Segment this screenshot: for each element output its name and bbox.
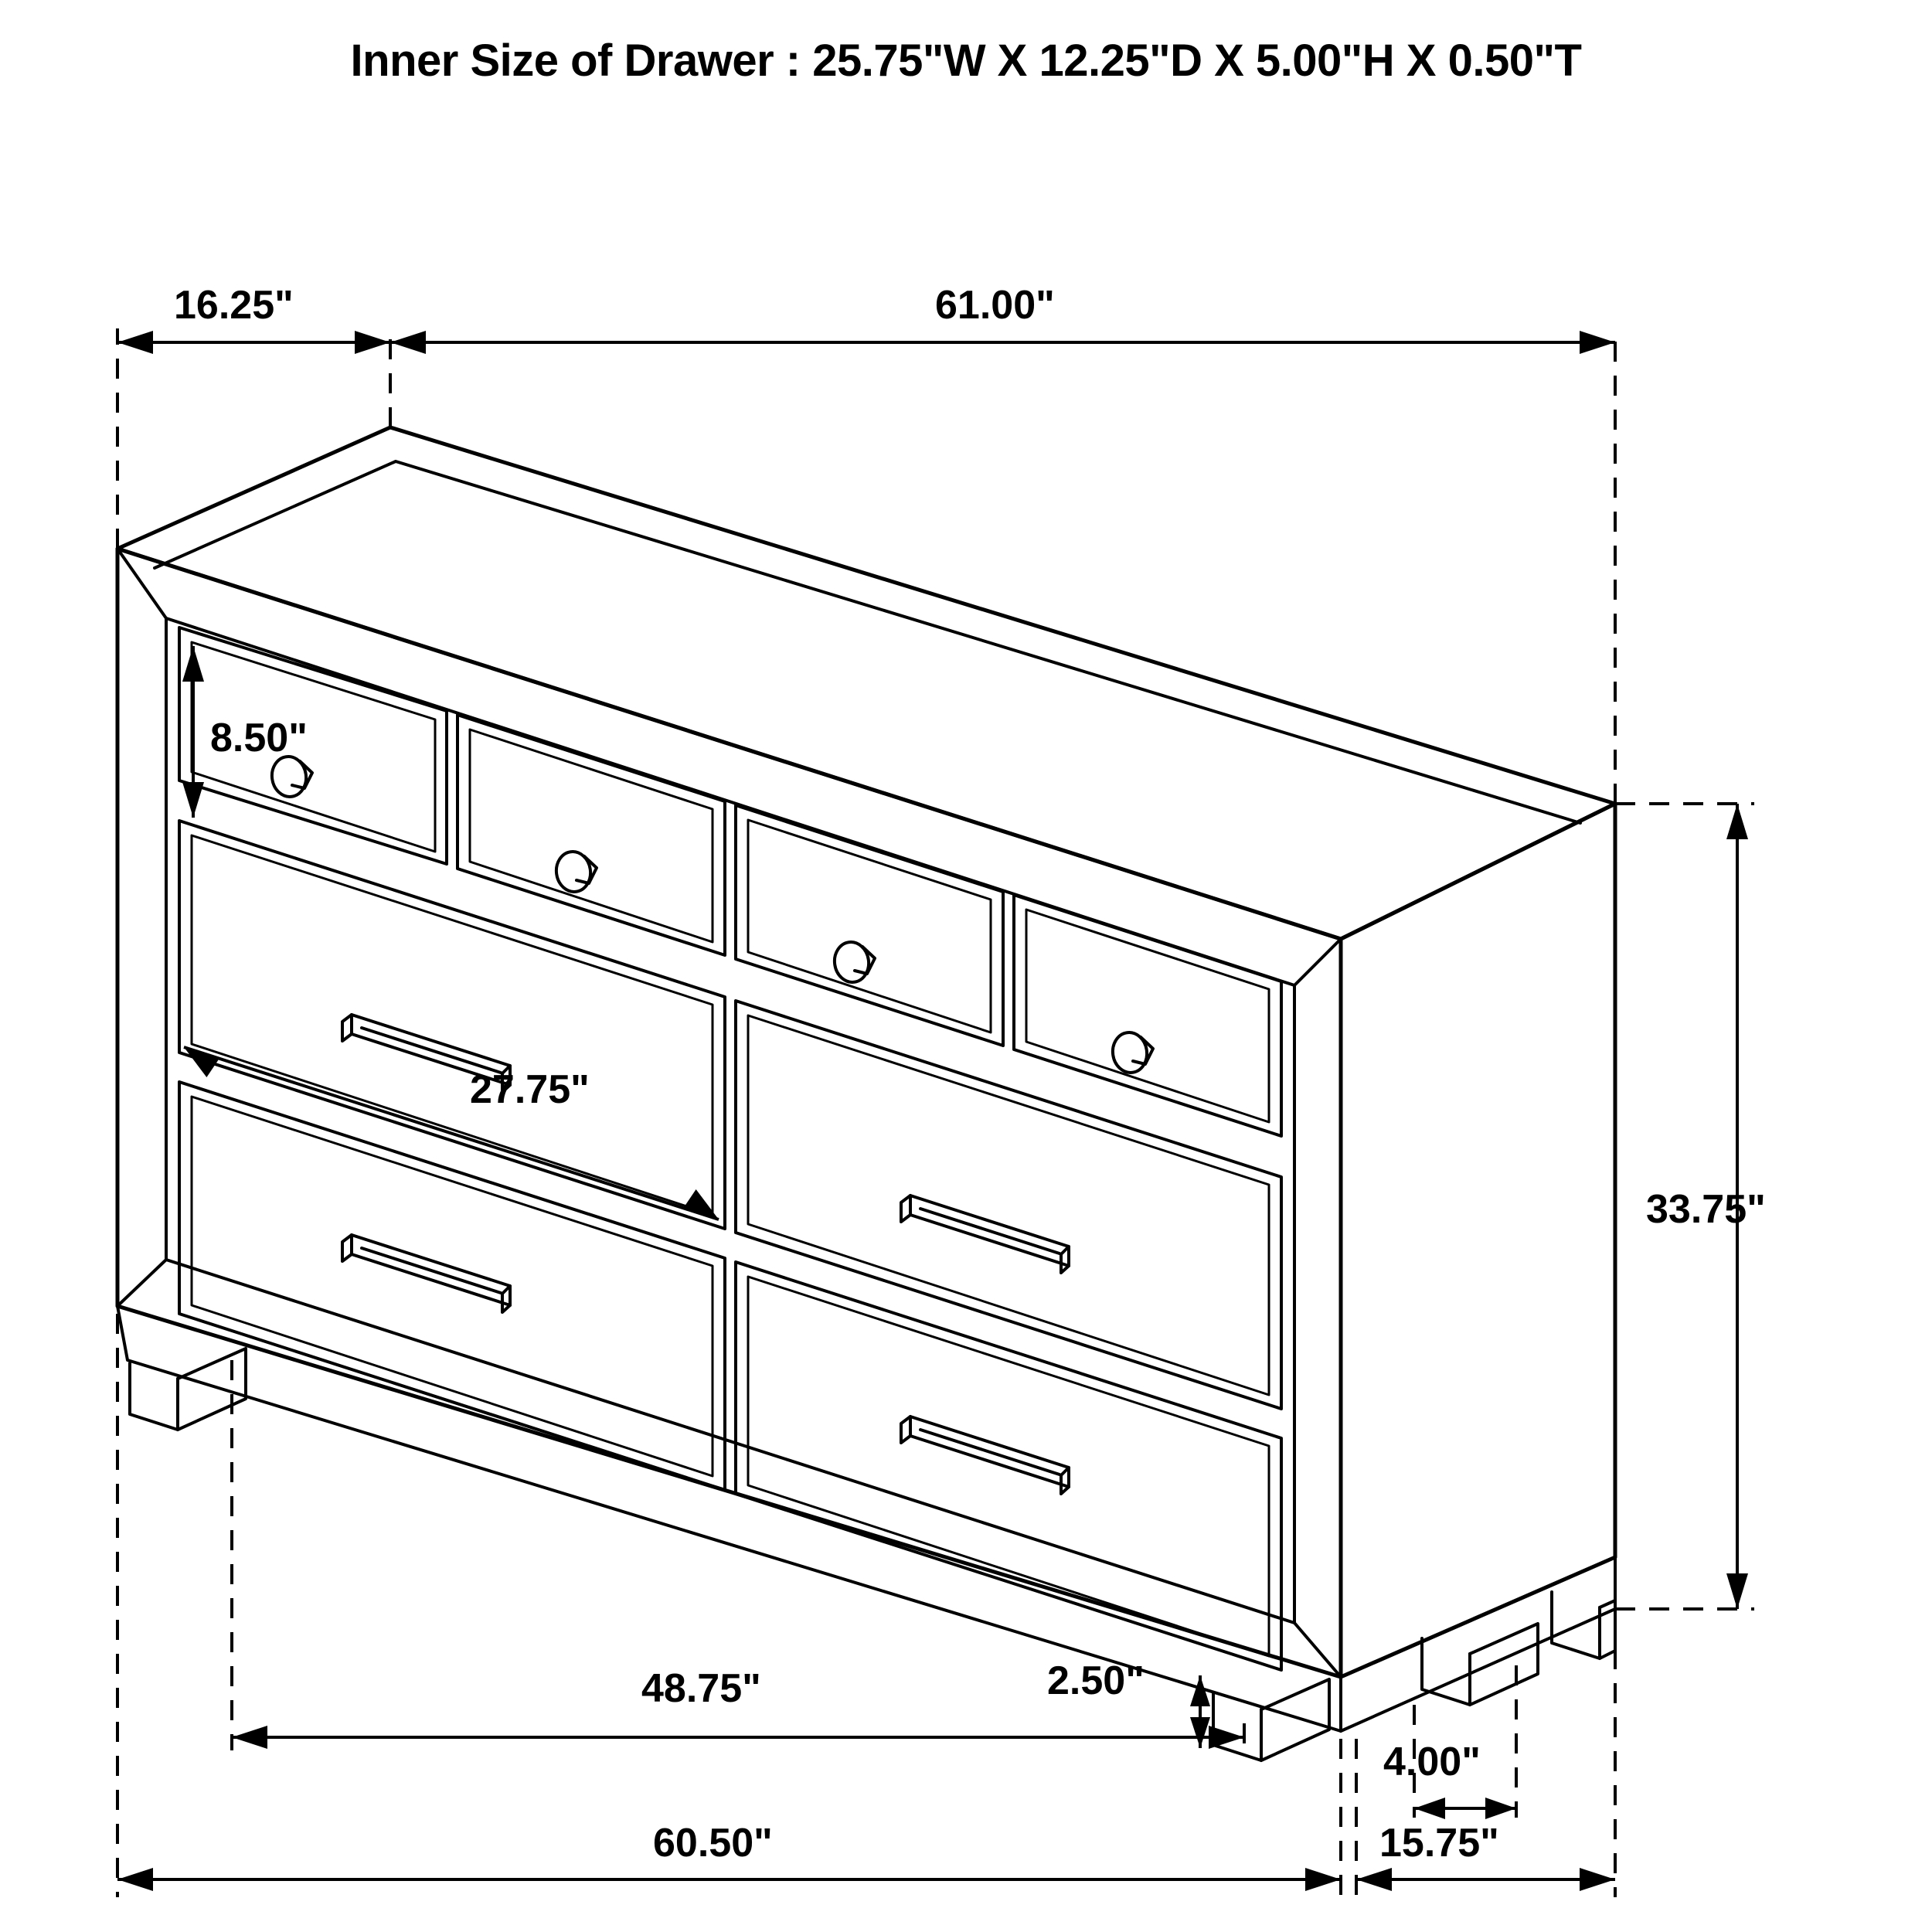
front-frame-left — [117, 549, 166, 1306]
bar-pull-mid-right — [901, 1196, 1069, 1273]
dim-label-overall-depth: 15.75" — [1379, 1821, 1499, 1866]
drawer-mid-right-inset — [748, 1015, 1269, 1395]
dim-label-depth-top: 16.25" — [174, 283, 294, 328]
drawer-top-4-inset — [1026, 910, 1269, 1122]
dim-label-width-top: 61.00" — [935, 283, 1055, 328]
leg-front-right — [1213, 1679, 1329, 1760]
knob-4 — [1111, 1030, 1153, 1075]
page-title: Inner Size of Drawer : 25.75"W X 12.25"D X 5.00"H X 0.50"T — [350, 36, 1582, 86]
drawer-top-2-inset — [470, 730, 713, 942]
drawer-mid-left — [179, 821, 725, 1229]
dim-label-height-right: 33.75" — [1646, 1187, 1766, 1232]
dim-label-inner-base: 48.75" — [641, 1666, 761, 1711]
cabinet-top-bevel — [155, 461, 1580, 823]
extension-lines-overall-width — [117, 1314, 1341, 1897]
dim-line-drawer-width — [184, 1047, 719, 1219]
front-frame-bottom — [166, 1260, 1294, 1623]
extension-lines-top — [117, 328, 1615, 804]
dim-label-leg-depth: 4.00" — [1383, 1740, 1481, 1784]
dim-label-overall-width: 60.50" — [653, 1821, 773, 1866]
drawer-top-2 — [457, 715, 725, 955]
base-rail-right — [1341, 1557, 1615, 1731]
drawer-top-3 — [736, 805, 1003, 1046]
knob-2 — [554, 849, 597, 894]
bar-pull-bot-left — [342, 1235, 510, 1312]
front-frame-right — [1294, 939, 1341, 1677]
cabinet-right-side — [1341, 804, 1615, 1677]
bar-pull-bot-right — [901, 1417, 1069, 1494]
knob-3 — [832, 940, 875, 985]
drawer-mid-right — [736, 1001, 1281, 1409]
drawer-mid-left-inset — [192, 835, 713, 1215]
cabinet-top — [117, 427, 1615, 939]
dim-label-leg-height: 2.50" — [1047, 1658, 1145, 1703]
drawer-top-4 — [1014, 895, 1281, 1136]
leg-front-left — [130, 1349, 246, 1430]
dim-label-drawer-width: 27.75" — [470, 1067, 590, 1112]
leg-right-front — [1552, 1592, 1615, 1658]
drawer-top-3-inset — [748, 820, 991, 1032]
dim-label-drawer-height: 8.50" — [210, 716, 308, 760]
